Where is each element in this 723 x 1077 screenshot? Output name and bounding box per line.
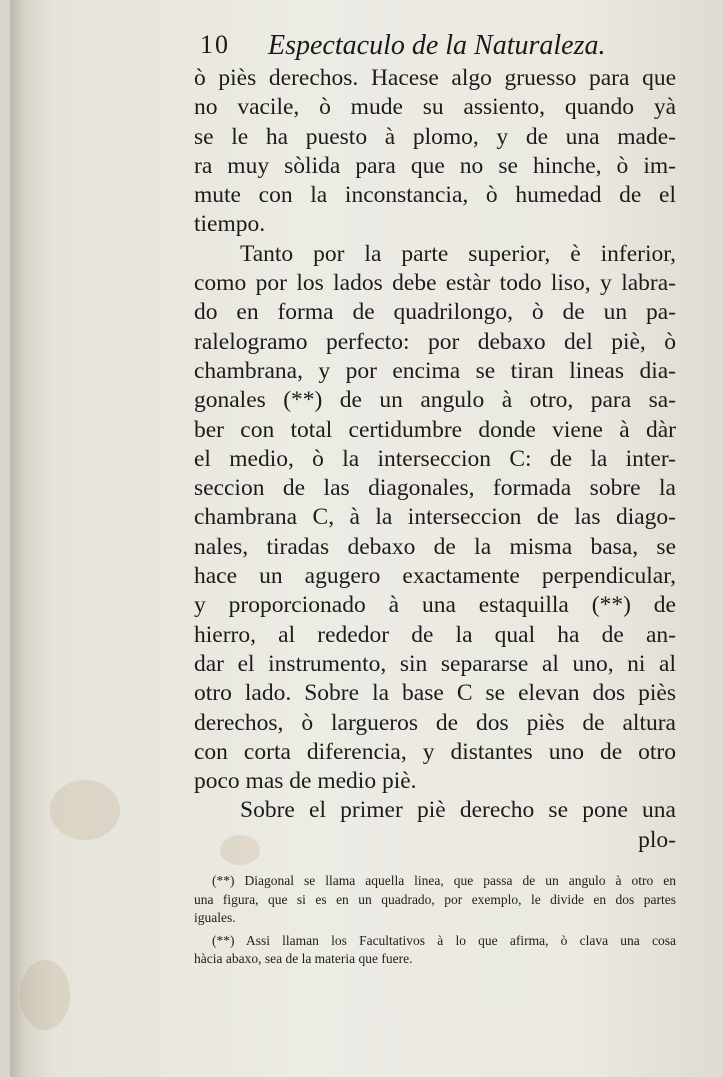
footnote-line: hàcia abaxo, sea de la materia que fuere. [194,951,413,966]
footnote-line: iguales. [194,910,236,925]
paragraph-start: Sobre el primer piè derecho se pone una [240,797,676,824]
text-line: como por los lados debe estàr todo liso, y labra- [194,270,676,297]
text-line: hierro, al rededor de la qual ha de an- [194,621,676,648]
text-line: no vacile, ò mude su assiento, quando yà [194,94,676,121]
running-title: Espectaculo de la Naturaleza. [268,30,606,61]
text-line: mute con la inconstancia, ò humedad de el [194,182,676,209]
page-header [200,30,670,66]
page-gutter-shadow [10,0,24,1077]
foxing-stain [50,780,120,840]
text-line: seccion de las diagonales, formada sobre la [194,475,676,502]
text-line: ra muy sòlida para que no se hinche, ò im- [194,152,676,179]
text-line: dar el instrumento, sin separarse al uno, ni al [194,650,676,677]
footnote-line: (**) Assi llaman los Facultativos à lo que afirma, ò clava una cosa [212,932,676,948]
footnote-line: (**) Diagonal se llama aquella linea, que passa de un angulo à otro en [212,873,676,888]
text-line: chambrana, y por encima se tiran lineas dia- [194,357,676,384]
text-line: hace un agugero exactamente perpendicular, [194,563,676,590]
footnote-line: una figura, que si es en un quadrado, por exemplo, le divide en dos partes [194,891,676,907]
text-line: el medio, ò la interseccion C: de la inter- [194,445,676,472]
body-text [194,64,676,855]
text-line: se le ha puesto à plomo, y de una made- [194,123,676,150]
text-line: ralelogramo perfecto: por debaxo del piè, ò [194,328,676,355]
page-number: 10 [200,30,230,59]
text-line: ò piès derechos. Hacese algo gruesso para que [194,65,676,91]
text-line: gonales (**) de un angulo à otro, para sa- [194,387,676,414]
text-line: nales, tiradas debaxo de la misma basa, se [194,533,676,560]
catchword: plo- [638,826,676,853]
text-line: con corta diferencia, y distantes uno de otro [194,738,676,765]
foxing-stain [20,960,70,1030]
text-line: y proporcionado à una estaquilla (**) de [194,592,676,619]
paragraph-start: Tanto por la parte superior, è inferior, [240,240,676,267]
book-page [10,0,723,1077]
footnotes [194,872,676,969]
text-line: otro lado. Sobre la base C se elevan dos piès [194,680,676,707]
text-line: derechos, ò largueros de dos piès de altura [194,709,676,736]
text-line: ber con total certidumbre donde viene à dàr [194,416,676,443]
text-line: poco mas de medio piè. [194,768,417,795]
text-line: do en forma de quadrilongo, ò de un pa- [194,299,676,326]
text-line: chambrana C, à la interseccion de las diago- [194,504,676,531]
text-line: tiempo. [194,211,266,238]
